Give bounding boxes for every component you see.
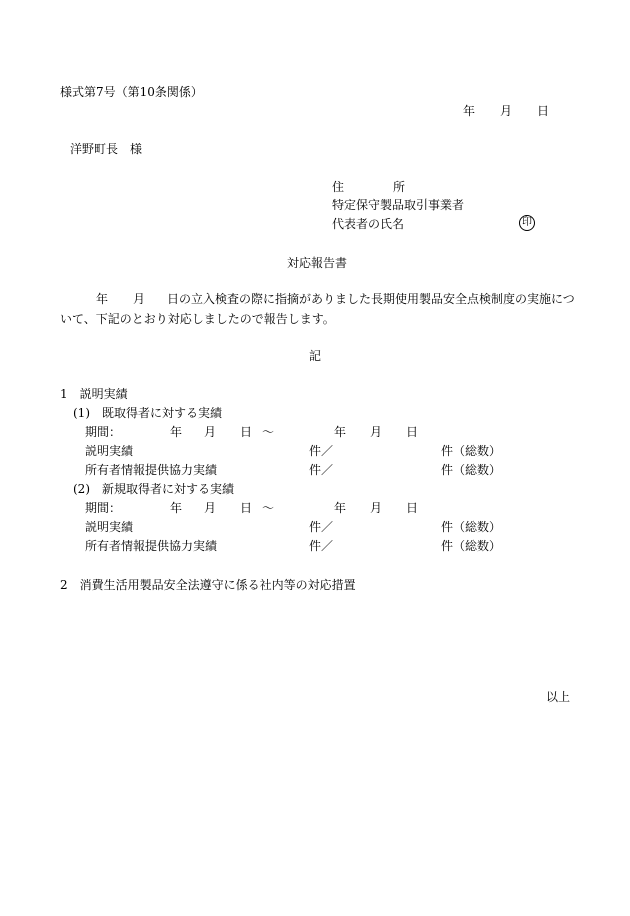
section2-heading: 2 消費生活用製品安全法遵守に係る社内等の対応措置 <box>60 578 356 592</box>
sub2-row2-unit2: 件（総数） <box>441 539 502 553</box>
sub2-period-label: 期間： <box>85 501 122 515</box>
sub1-row2-label: 所有者情報提供協力実績 <box>85 463 218 477</box>
sub1-row1-label: 説明実績 <box>85 444 134 458</box>
sub2-to-year: 年 <box>334 501 347 515</box>
sub1-row1-unit2: 件（総数） <box>441 444 502 458</box>
date-year: 年 <box>463 104 476 118</box>
document-title: 対応報告書 <box>287 256 348 270</box>
sub2-from-month: 月 <box>204 501 217 515</box>
sub2-row2-unit1: 件／ <box>309 539 334 553</box>
body-year: 年 <box>96 292 109 306</box>
sub1-to-month: 月 <box>370 425 383 439</box>
sub2-from-day: 日 <box>240 501 253 515</box>
sub1-row2-unit1: 件／ <box>309 463 334 477</box>
sub2-tilde: 〜 <box>262 501 275 515</box>
sub2-row1-unit1: 件／ <box>309 520 334 534</box>
sub2-to-day: 日 <box>406 501 419 515</box>
sub2-to-month: 月 <box>370 501 383 515</box>
sub2-heading: (2) 新規取得者に対する実績 <box>73 482 234 496</box>
sub1-row2-unit2: 件（総数） <box>441 463 502 477</box>
sub1-to-year: 年 <box>334 425 347 439</box>
sub2-row1-unit2: 件（総数） <box>441 520 502 534</box>
addressee: 洋野町長 様 <box>70 142 143 156</box>
form-id: 様式第7号（第10条関係） <box>60 85 203 99</box>
representative-label: 代表者の氏名 <box>332 217 405 231</box>
sub1-from-day: 日 <box>240 425 253 439</box>
address-label-2: 所 <box>393 180 406 194</box>
sub2-row1-label: 説明実績 <box>85 520 134 534</box>
date-month: 月 <box>500 104 513 118</box>
body-text-line2: いて、下記のとおり対応しましたので報告します。 <box>60 312 335 326</box>
seal-mark: 印 <box>519 215 535 231</box>
date-day: 日 <box>537 104 550 118</box>
sub1-from-year: 年 <box>170 425 183 439</box>
business-type: 特定保守製品取引事業者 <box>332 198 465 212</box>
sub1-heading: (1) 既取得者に対する実績 <box>73 406 222 420</box>
address-label-1: 住 <box>332 180 345 194</box>
sub1-tilde: 〜 <box>262 425 275 439</box>
body-month: 月 <box>133 292 146 306</box>
ki-mark: 記 <box>309 349 322 363</box>
sub1-from-month: 月 <box>204 425 217 439</box>
body-text-line1: 日の立入検査の際に指摘がありました長期使用製品安全点検制度の実施につ <box>167 292 575 306</box>
sub1-to-day: 日 <box>406 425 419 439</box>
section1-heading: 1 説明実績 <box>60 387 128 401</box>
sub2-row2-label: 所有者情報提供協力実績 <box>85 539 218 553</box>
sub1-period-label: 期間： <box>85 425 122 439</box>
sub1-row1-unit1: 件／ <box>309 444 334 458</box>
closing-mark: 以上 <box>546 690 571 704</box>
sub2-from-year: 年 <box>170 501 183 515</box>
